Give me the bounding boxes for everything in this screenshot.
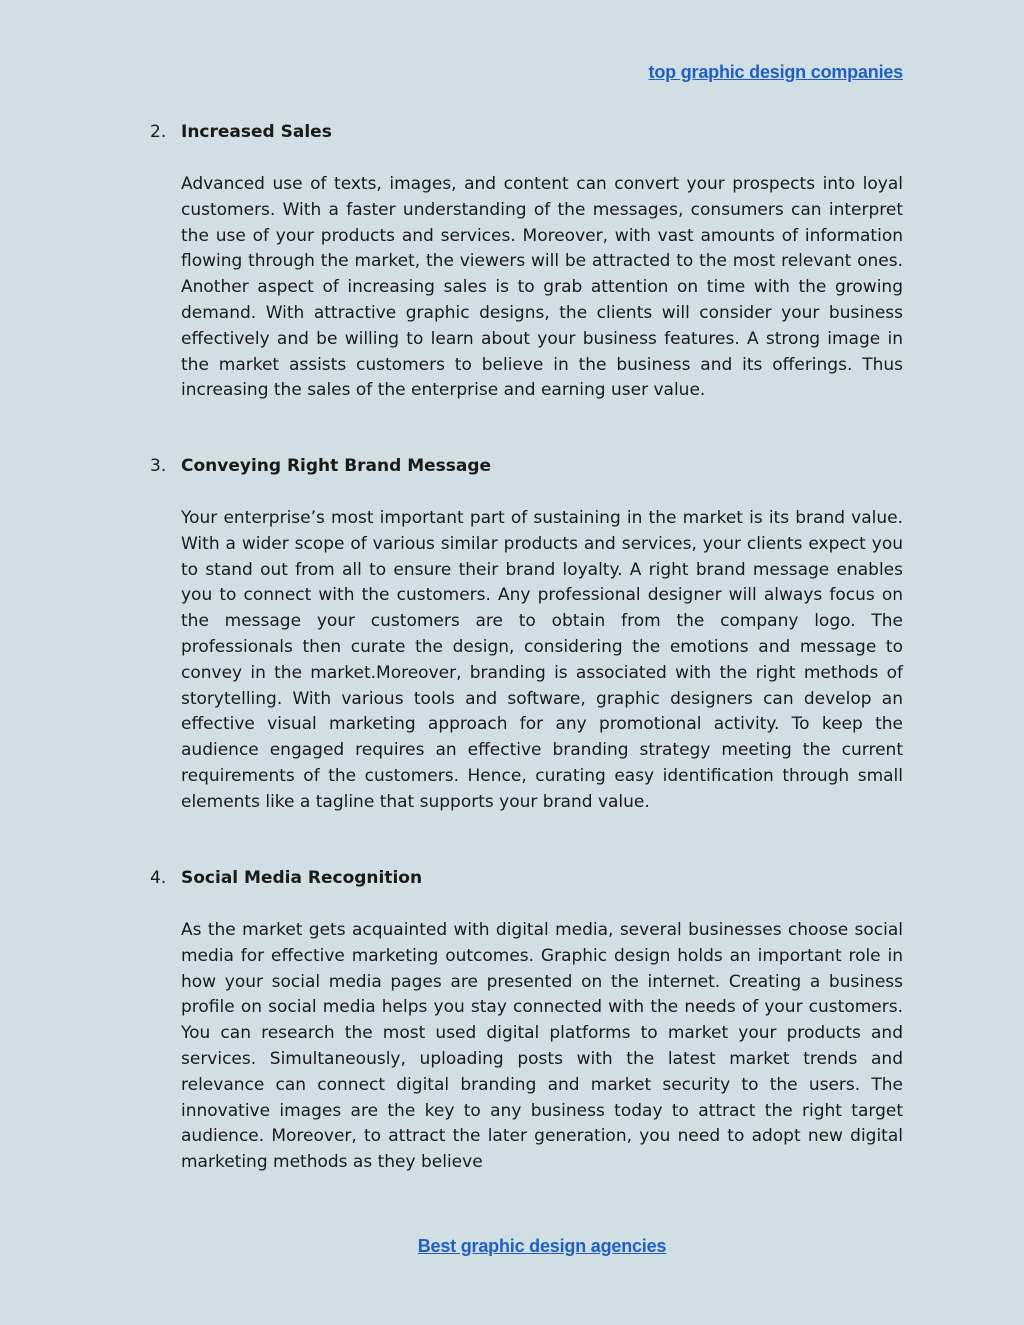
header-link[interactable]: top graphic design companies (648, 62, 903, 82)
section-heading: Increased Sales (181, 122, 332, 142)
section-paragraph: As the market gets acquainted with digital media, several businesses choose social media for effective marketing outcomes. Graphic design holds an important role in how your social media pages are presented on the internet. Creating a business profile on social media helps you stay connected with the needs of your customers. You can research the most used digital platforms to market your products and services. Simultaneously, uploading posts with the latest market trends and relevance can connect digital branding and market security to the users. The innovative images are the key to any business today to attract the right target audience. Moreover, to attract the later generation, you need to adopt new digital marketing methods as they believe (181, 920, 903, 1173)
section-paragraph: Advanced use of texts, images, and content can convert your prospects into loyal customers. With a faster understanding of the messages, consumers can interpret the use of your products and services. Moreover, with vast amounts of information flowing through the market, the viewers will be attracted to the most relevant ones. Another aspect of increasing sales is to grab attention on time with the growing demand. With attractive graphic designs, the clients will consider your business effectively and be willing to learn about your business features. A strong image in the market assists customers to believe in the business and its offerings. Thus increasing the sales of the enterprise and earning user value. (181, 174, 903, 401)
section-heading-row (150, 120, 903, 144)
section-heading-row (150, 866, 903, 890)
footer-link[interactable]: Best graphic design agencies (417, 1236, 667, 1256)
section-increased-sales (150, 120, 903, 404)
list-number: 3. (150, 456, 167, 476)
section-social-media (150, 866, 903, 1176)
section-paragraph: Your enterprise’s most important part of sustaining in the market is its brand value. With a wider scope of various similar products and services, your clients expect you to stand out from all to ensure their brand loyalty. A right brand message enables you to connect with the customers. Any professional designer will always focus on the message your customers are to obtain from the company logo. The professionals then curate the design, considering the emotions and message to convey in the market.Moreover, branding is associated with the right methods of storytelling. With various tools and software, graphic designers can develop an effective visual marketing approach for any promotional activity. To keep the audience engaged requires an effective branding strategy meeting the current requirements of the customers. Hence, curating easy identification through small elements like a tagline that supports your brand value. (181, 508, 903, 812)
list-number: 2. (150, 122, 167, 142)
section-brand-message (150, 454, 903, 816)
list-number: 4. (150, 868, 167, 888)
section-heading: Conveying Right Brand Message (181, 456, 492, 476)
section-heading: Social Media Recognition (181, 868, 423, 888)
section-heading-row (150, 454, 903, 478)
